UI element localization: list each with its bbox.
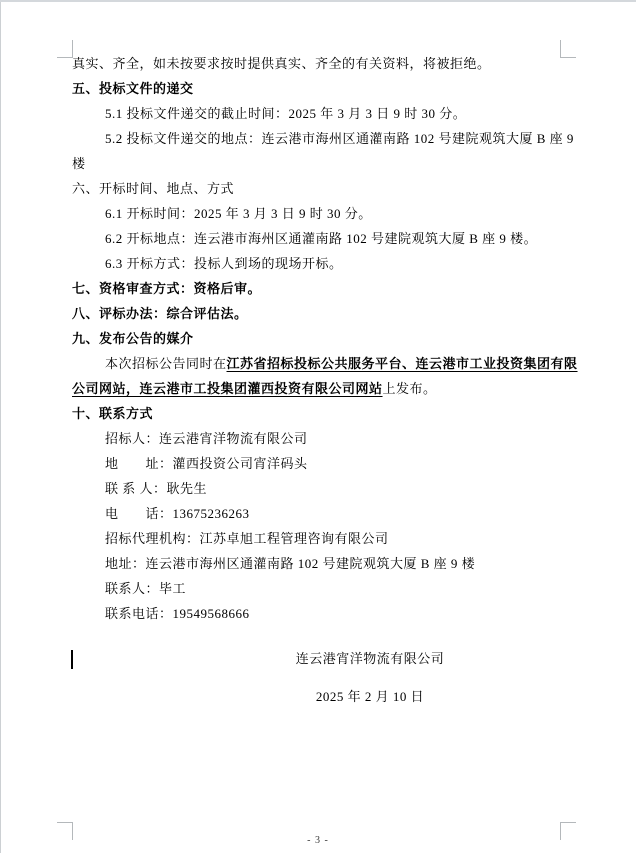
heading-section-7 (72, 276, 572, 301)
contact-person (72, 476, 572, 501)
item-5-1-deadline (72, 101, 572, 126)
signature-date: 2025 年 2 月 10 日 (315, 689, 425, 704)
text-segment: 九、发布公告的媒介 (72, 331, 194, 346)
item-6-1-time (72, 201, 572, 226)
page-number: - 3 - (307, 835, 329, 846)
heading-section-5 (72, 76, 572, 101)
para-media-line-2 (72, 376, 572, 401)
text-segment: 八、评标办法：综合评估法。 (72, 306, 248, 321)
text-segment: 联 系 人：耿先生 (105, 481, 208, 496)
heading-section-9 (72, 326, 572, 351)
signature-block (180, 646, 560, 709)
text-segment: 地 址：灌西投资公司宵洋码头 (105, 456, 308, 471)
text-segment: 六、开标时间、地点、方式 (72, 181, 235, 196)
signature-company: 连云港宵洋物流有限公司 (295, 651, 445, 666)
document-body (72, 51, 578, 626)
item-5-2-place (72, 126, 572, 151)
contact-agency-address (72, 551, 572, 576)
text-segment: 招标人：连云港宵洋物流有限公司 (105, 431, 308, 446)
text-segment: 6.3 开标方式：投标人到场的现场开标。 (105, 256, 343, 271)
contact-phone (72, 501, 572, 526)
text-segment: 七、资格审查方式：资格后审。 (72, 281, 262, 296)
heading-section-8 (72, 301, 572, 326)
text-segment: 楼 (72, 156, 86, 171)
text-segment: 5.1 投标文件递交的截止时间：2025 年 3 月 3 日 9 时 30 分。 (105, 106, 467, 121)
text-segment: 电 话：13675236263 (105, 506, 250, 521)
text-segment: 上发布。 (382, 381, 437, 396)
text-segment: 6.2 开标地点：连云港市海州区通灌南路 102 号建院观筑大厦 B 座 9 楼。 (105, 231, 538, 246)
contact-agency (72, 526, 572, 551)
item-5-2-place-cont (72, 151, 572, 176)
heading-section-6 (72, 176, 572, 201)
text-segment: 5.2 投标文件递交的地点：连云港市海州区通灌南路 102 号建院观筑大厦 B 座 9 (105, 131, 574, 146)
page-left-edge (0, 2, 1, 853)
text-boundary-mark-top-left (57, 40, 73, 58)
contact-agency-person (72, 576, 572, 601)
text-segment: 本次招标公告同时在 (105, 356, 227, 371)
text-segment: 真实、齐全，如未按要求按时提供真实、齐全的有关资料，将被拒绝。 (72, 56, 491, 71)
text-segment: 地址：连云港市海州区通灌南路 102 号建院观筑大厦 B 座 9 楼 (105, 556, 476, 571)
text-segment: 五、投标文件的递交 (72, 81, 194, 96)
text-segment: 6.1 开标时间：2025 年 3 月 3 日 9 时 30 分。 (105, 206, 372, 221)
item-6-3-method (72, 251, 572, 276)
item-6-2-place (72, 226, 572, 251)
heading-section-10 (72, 401, 572, 426)
contact-address (72, 451, 572, 476)
text-segment: 江苏省招标投标公共服务平台、连云港市工业投资集团有限 (226, 356, 578, 371)
para-media-line-1 (72, 351, 578, 376)
text-segment: 招标代理机构：江苏卓旭工程管理咨询有限公司 (105, 531, 389, 546)
contact-agency-phone (72, 601, 572, 626)
text-cursor-caret (71, 650, 73, 669)
text-segment: 联系电话：19549568666 (105, 606, 250, 621)
contact-tenderer (72, 426, 572, 451)
text-segment: 联系人：毕工 (105, 581, 187, 596)
text-segment: 公司网站，连云港市工投集团灌西投资有限公司网站 (72, 381, 383, 396)
para-materials-note (72, 51, 572, 76)
text-segment: 十、联系方式 (72, 406, 154, 421)
page-top-edge (0, 0, 636, 2)
